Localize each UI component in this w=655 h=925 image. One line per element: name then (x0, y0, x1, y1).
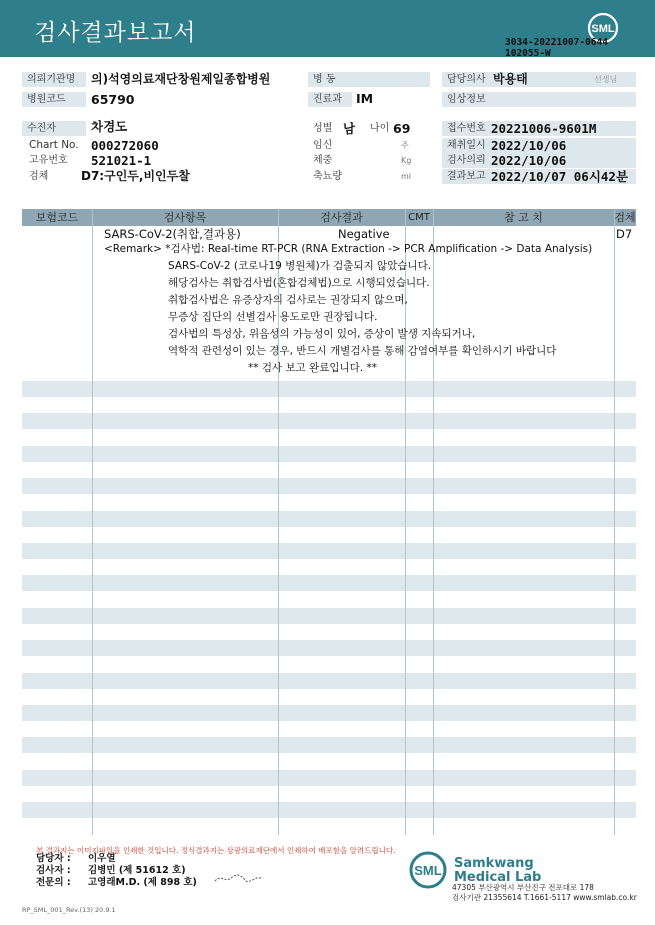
specialist-value: 고영래M.D. (제 898 호) (88, 877, 197, 888)
collected-value: 2022/10/06 (491, 138, 567, 153)
table-stripe (22, 381, 636, 397)
hospital-code-label: 병원코드 (22, 92, 86, 107)
remark-line: 무증상 집단의 선별검사 용도로만 권장됩니다. (168, 311, 378, 323)
examiner-label: 검사자 : (36, 865, 71, 876)
remark-line: 취합검사법은 유증상자의 검사로는 권장되지 않으며, (168, 294, 408, 306)
table-stripe (22, 608, 636, 624)
hospital-code-value: 65790 (91, 92, 135, 107)
patient-label: 수진자 (22, 121, 86, 136)
table-stripe (22, 413, 636, 429)
brand-name (454, 857, 541, 885)
examiner-row (36, 865, 186, 877)
table-stripe (22, 640, 636, 656)
patient-value: 차경도 (91, 119, 128, 134)
svg-text:SML: SML (414, 863, 442, 878)
col-header-cmt: CMT (408, 212, 430, 223)
reporter-label: 담당자 : (36, 853, 71, 864)
table-stripe (22, 705, 636, 721)
examiner-value: 김병민 (제 51612 호) (88, 865, 186, 876)
remark-line-method: <Remark> *검사법: Real-time RT-PCR (RNA Extraction -> PCR Amplification -> Data Analysis) (104, 243, 593, 255)
age-value: 69 (393, 121, 411, 136)
brand-line-1: Samkwang (454, 856, 534, 871)
remark-line: SARS-CoV-2 (코로나19 병원체)가 검출되지 않았습니다. (168, 260, 432, 272)
hospital-label: 의뢰기관명 (22, 72, 86, 87)
signature-image (213, 870, 263, 886)
sex-label: 성별 (313, 123, 333, 134)
pregnancy-label: 임신 (313, 140, 333, 151)
brand-address (452, 883, 637, 903)
table-stripe (22, 446, 636, 462)
clinical-info-label: 임상정보 (442, 92, 636, 107)
samkwang-logo-icon (405, 851, 451, 889)
reported-label: 결과보고 (442, 169, 636, 184)
reporter-value: 이우열 (88, 853, 116, 864)
remark-line: 역학적 관련성이 있는 경우, 반드시 개별검사를 통해 감염여부를 확인하시기 바랍니다 (168, 345, 557, 357)
table-stripe (22, 802, 636, 818)
urine-unit: ml (401, 172, 412, 181)
col-header-insurance-code: 보험코드 (35, 211, 79, 224)
table-stripe (22, 737, 636, 753)
report-id (505, 37, 608, 59)
reporter-row (36, 853, 116, 865)
accession-label: 접수번호 (442, 121, 636, 136)
requested-value: 2022/10/06 (491, 153, 567, 168)
table-stripe (22, 575, 636, 591)
col-header-reference: 참 고 치 (504, 211, 543, 224)
row-test-item: SARS-CoV-2(취합,결과용) (104, 227, 241, 241)
weight-label: 체중 (313, 155, 333, 166)
address-line-2: 검사기관 21355614 T.1661-5117 www.smlab.co.kr (452, 893, 637, 902)
specimen-label: 검체 (29, 171, 49, 182)
col-header-specimen: 검체 (614, 211, 636, 224)
weight-unit: Kg (401, 156, 412, 165)
col-header-result: 검사결과 (320, 211, 363, 224)
department-label: 진료과 (308, 92, 352, 107)
column-divider (92, 209, 93, 835)
remark-line: 해당검사는 취합검사법(혼합검체법)으로 시행되었습니다. (168, 277, 430, 289)
table-stripe (22, 770, 636, 786)
chart-no-value: 000272060 (91, 138, 159, 153)
specimen-value: D7:구인두,비인두찰 (81, 169, 190, 183)
column-divider (614, 209, 615, 835)
sex-value: 남 (343, 121, 356, 136)
footer-notice: 본 결과지는 이미지파일을 인쇄한 것입니다. 정식결과지는 삼광의료재단에서 인쇄하여 배포함을 알려드립니다. (36, 846, 396, 855)
unique-id-label: 고유번호 (29, 155, 68, 166)
chart-no-label: Chart No. (29, 139, 79, 151)
row-result: Negative (338, 227, 390, 241)
table-stripe (22, 673, 636, 689)
age-label: 나이 (370, 123, 390, 134)
accession-value: 20221006-9601M (491, 121, 597, 136)
remark-line-complete: ** 검사 보고 완료입니다. ** (248, 362, 377, 374)
table-stripe (22, 478, 636, 494)
column-divider (433, 209, 434, 835)
department-value: IM (356, 91, 374, 106)
remark-line: 검사법의 특성상, 위음성의 가능성이 있어, 증상이 발생 지속되거나, (168, 328, 476, 340)
requested-label: 검사의뢰 (442, 153, 636, 168)
svg-text:SML: SML (591, 23, 615, 35)
brand-line-2: Medical Lab (454, 870, 542, 885)
report-id-line-1: 3034-20221007-0644 (505, 37, 608, 48)
specialist-label: 전문의 : (36, 877, 71, 888)
address-line-1: 47305 부산광역시 부산진구 전포대로 178 (452, 883, 594, 892)
col-header-test-item: 검사항목 (163, 211, 207, 224)
collected-label: 채취일시 (442, 138, 636, 153)
doctor-value: 박용태 (493, 72, 528, 86)
hospital-value: 의)석영의료재단창원제일종합병원 (91, 72, 271, 86)
pregnancy-unit: 주 (401, 141, 409, 150)
ward-label: 병 동 (308, 72, 430, 87)
form-code: RP_SML_001_Rev.(13) 20.9.1 (22, 906, 116, 914)
specialist-row (36, 877, 197, 889)
row-specimen: D7 (616, 227, 633, 241)
table-stripe (22, 511, 636, 527)
doctor-label: 담당의사 (442, 72, 636, 87)
doctor-suffix: 선생님 (594, 75, 618, 84)
report-id-line-2: 102055-W (505, 48, 551, 59)
reported-value: 2022/10/07 06시42분 (491, 169, 629, 184)
urine-label: 축뇨량 (313, 171, 342, 182)
report-title: 검사결과보고서 (34, 20, 197, 46)
unique-id-value: 521021-1 (91, 153, 152, 168)
table-stripe (22, 543, 636, 559)
